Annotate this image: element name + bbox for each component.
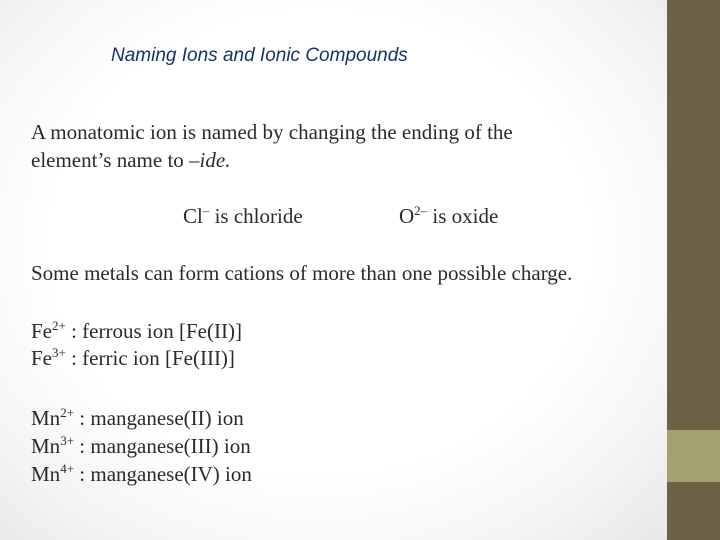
ion-name: : manganese(III) ion [74,434,251,458]
ion-symbol: O [399,204,415,228]
ion-name: : manganese(IV) ion [74,462,252,486]
side-bar-accent [667,430,720,482]
ion-symbol: Mn [31,406,61,430]
ion-charge: – [202,203,210,218]
intro-line-1: A monatomic ion is named by changing the ending of the [31,120,513,144]
ion-symbol: Fe [31,346,52,370]
ion-name: is chloride [209,204,303,228]
ion-charge: 3+ [52,345,66,360]
ion-symbol: Mn [31,462,61,486]
ion-name: is oxide [427,204,499,228]
slide-title: Naming Ions and Ionic Compounds [111,45,408,66]
intro-line-2 [31,147,230,173]
metals-statement: Some metals can form cations of more than one possible charge. [31,261,573,285]
ion-name: : manganese(II) ion [74,406,244,430]
iron-ion-line [31,345,235,374]
ion-name: : ferrous ion [Fe(II)] [65,319,242,343]
manganese-ion-line [31,405,244,434]
manganese-ion-line [31,461,252,490]
ion-charge: 3+ [60,433,75,448]
ion-charge: 2– [414,203,428,218]
ion-charge: 4+ [60,461,75,476]
ion-symbol: Fe [31,319,52,343]
ion-symbol: Mn [31,434,61,458]
manganese-ion-line [31,433,251,462]
iron-ion-line [31,318,242,347]
oxide-example [399,203,498,232]
ion-charge: 2+ [60,405,75,420]
ion-name: : ferric ion [Fe(III)] [65,346,235,370]
ion-charge: 2+ [52,318,66,333]
chloride-example [183,203,303,232]
ion-symbol: Cl [183,204,203,228]
ide-suffix: –ide. [189,148,231,172]
intro-line-2-prefix: element’s name to [31,148,190,172]
